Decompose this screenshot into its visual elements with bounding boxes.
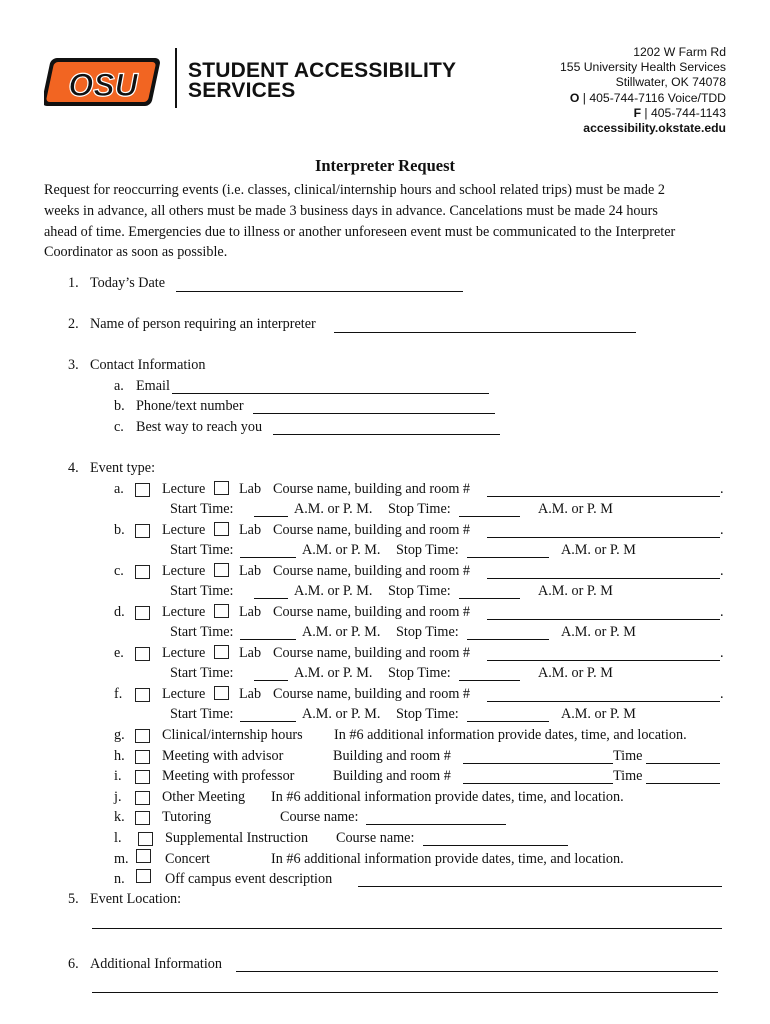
intro-line: weeks in advance, all others must be made 3 business days in advance. Cancelations must be made 24 hours bbox=[44, 202, 658, 219]
q6-label: Additional Information bbox=[90, 956, 222, 972]
time-label: Time bbox=[613, 768, 643, 784]
stop-time-label: Stop Time: bbox=[388, 501, 451, 517]
si-label: Supplemental Instruction bbox=[165, 830, 309, 846]
course-label: Course name, building and room # bbox=[273, 522, 471, 538]
additional-info-field-line2[interactable] bbox=[92, 992, 718, 993]
event-letter: f. bbox=[114, 686, 123, 702]
start-time-field[interactable] bbox=[254, 598, 288, 599]
event-letter: m. bbox=[114, 851, 129, 867]
clinical-note: In #6 additional information provide dates, time, and location. bbox=[334, 727, 687, 743]
ampm-label: A.M. or P. M bbox=[538, 501, 613, 517]
lecture-checkbox[interactable] bbox=[135, 483, 150, 497]
lecture-checkbox[interactable] bbox=[135, 647, 150, 661]
q3c-label: Best way to reach you bbox=[136, 419, 263, 435]
fax-number: 405-744-1143 bbox=[651, 105, 726, 120]
fax-line: F | 405-744-1143 bbox=[633, 105, 726, 120]
address-line: 1202 W Farm Rd bbox=[633, 45, 726, 59]
address-line: Stillwater, OK 74078 bbox=[615, 75, 726, 90]
contact-preference-field[interactable] bbox=[273, 434, 500, 435]
course-field[interactable] bbox=[487, 660, 720, 661]
lab-checkbox[interactable] bbox=[214, 481, 229, 495]
stop-time-label: Stop Time: bbox=[396, 624, 459, 640]
event-letter: a. bbox=[114, 481, 124, 497]
email-field[interactable] bbox=[172, 393, 489, 394]
lab-label: Lab bbox=[239, 563, 262, 579]
stop-time-label: Stop Time: bbox=[396, 542, 459, 558]
event-letter: n. bbox=[114, 871, 125, 887]
stop-time-field[interactable] bbox=[467, 721, 549, 722]
off-campus-description-field[interactable] bbox=[358, 886, 722, 887]
concert-checkbox[interactable] bbox=[136, 849, 151, 863]
advisor-label: Meeting with advisor bbox=[162, 748, 284, 764]
q6-number: 6. bbox=[68, 956, 79, 972]
fax-prefix: F bbox=[633, 105, 642, 120]
lab-label: Lab bbox=[239, 522, 262, 538]
event-letter: k. bbox=[114, 809, 125, 825]
event-letter: d. bbox=[114, 604, 125, 620]
advisor-building-field[interactable] bbox=[463, 763, 613, 764]
other-meeting-checkbox[interactable] bbox=[135, 791, 150, 805]
address-line: 155 University Health Services bbox=[560, 60, 726, 75]
period: . bbox=[720, 686, 724, 702]
lab-checkbox[interactable] bbox=[214, 604, 229, 618]
ampm-label: A.M. or P. M bbox=[538, 583, 613, 599]
period: . bbox=[720, 645, 724, 661]
start-time-label: Start Time: bbox=[170, 501, 234, 517]
start-time-label: Start Time: bbox=[170, 706, 234, 722]
course-name-label: Course name: bbox=[280, 809, 359, 825]
lecture-checkbox[interactable] bbox=[135, 565, 150, 579]
off-campus-label: Off campus event description bbox=[165, 871, 333, 887]
event-letter: g. bbox=[114, 727, 125, 743]
ampm-label: A.M. or P. M bbox=[538, 665, 613, 681]
start-time-label: Start Time: bbox=[170, 624, 234, 640]
lecture-label: Lecture bbox=[162, 686, 206, 702]
professor-building-field[interactable] bbox=[463, 783, 613, 784]
lab-label: Lab bbox=[239, 604, 262, 620]
ampm-label: A.M. or P. M. bbox=[294, 665, 373, 681]
q4-label: Event type: bbox=[90, 460, 156, 476]
stop-time-field[interactable] bbox=[459, 516, 520, 517]
start-time-label: Start Time: bbox=[170, 583, 234, 599]
lab-checkbox[interactable] bbox=[214, 563, 229, 577]
building-label: Building and room # bbox=[333, 748, 451, 764]
q3a-label: Email bbox=[136, 378, 170, 394]
q3b-label: Phone/text number bbox=[136, 398, 244, 414]
start-time-field[interactable] bbox=[254, 516, 288, 517]
lecture-label: Lecture bbox=[162, 645, 206, 661]
course-field[interactable] bbox=[487, 619, 720, 620]
person-name-field[interactable] bbox=[334, 332, 636, 333]
todays-date-field[interactable] bbox=[176, 291, 463, 292]
additional-info-field[interactable] bbox=[236, 971, 718, 972]
lab-checkbox[interactable] bbox=[214, 522, 229, 536]
q4-number: 4. bbox=[68, 460, 79, 476]
lecture-checkbox[interactable] bbox=[135, 606, 150, 620]
course-label: Course name, building and room # bbox=[273, 604, 471, 620]
tutoring-checkbox[interactable] bbox=[135, 811, 150, 825]
clinical-checkbox[interactable] bbox=[135, 729, 150, 743]
advisor-checkbox[interactable] bbox=[135, 750, 150, 764]
event-letter: h. bbox=[114, 748, 125, 764]
header-divider bbox=[175, 48, 177, 108]
event-letter: j. bbox=[114, 789, 122, 805]
q5-number: 5. bbox=[68, 891, 79, 907]
stop-time-field[interactable] bbox=[459, 680, 520, 681]
course-field[interactable] bbox=[487, 537, 720, 538]
period: . bbox=[720, 522, 724, 538]
q3-number: 3. bbox=[68, 357, 79, 373]
start-time-field[interactable] bbox=[240, 721, 296, 722]
start-time-field[interactable] bbox=[254, 680, 288, 681]
q3a-letter: a. bbox=[114, 378, 124, 394]
lecture-label: Lecture bbox=[162, 563, 206, 579]
ampm-label: A.M. or P. M. bbox=[294, 583, 373, 599]
event-location-field[interactable] bbox=[92, 928, 722, 929]
course-name-label: Course name: bbox=[336, 830, 415, 846]
osu-logo bbox=[44, 54, 162, 112]
event-letter: b. bbox=[114, 522, 125, 538]
q1-label: Today’s Date bbox=[90, 275, 166, 291]
start-time-field[interactable] bbox=[240, 557, 296, 558]
event-letter: i. bbox=[114, 768, 122, 784]
period: . bbox=[720, 604, 724, 620]
course-field[interactable] bbox=[487, 578, 720, 579]
lecture-label: Lecture bbox=[162, 604, 206, 620]
page-title: Interpreter Request bbox=[314, 156, 456, 175]
intro-line: Coordinator as soon as possible. bbox=[44, 244, 228, 261]
event-letter: c. bbox=[114, 563, 124, 579]
logo-lettering: OSU bbox=[68, 67, 138, 103]
intro-paragraph bbox=[44, 180, 675, 263]
course-label: Course name, building and room # bbox=[273, 686, 471, 702]
building-label: Building and room # bbox=[333, 768, 451, 784]
other-meeting-note: In #6 additional information provide dates, time, and location. bbox=[271, 789, 624, 805]
lab-label: Lab bbox=[239, 686, 262, 702]
start-time-field[interactable] bbox=[240, 639, 296, 640]
ampm-label: A.M. or P. M. bbox=[294, 501, 373, 517]
lecture-checkbox[interactable] bbox=[135, 524, 150, 538]
stop-time-field[interactable] bbox=[459, 598, 520, 599]
q3-label: Contact Information bbox=[90, 357, 206, 373]
q3c-letter: c. bbox=[114, 419, 124, 435]
stop-time-label: Stop Time: bbox=[388, 583, 451, 599]
course-field[interactable] bbox=[487, 496, 720, 497]
q3b-letter: b. bbox=[114, 398, 125, 414]
event-letter: l. bbox=[114, 830, 122, 846]
ampm-label: A.M. or P. M bbox=[561, 624, 636, 640]
phone-number: 405-744-7116 Voice/TDD bbox=[589, 90, 726, 105]
si-course-field[interactable] bbox=[423, 845, 568, 846]
ampm-label: A.M. or P. M. bbox=[302, 706, 381, 722]
tutoring-course-field[interactable] bbox=[366, 824, 506, 825]
course-field[interactable] bbox=[487, 701, 720, 702]
dept-name-line1: STUDENT ACCESSIBILITY bbox=[188, 59, 457, 82]
course-label: Course name, building and room # bbox=[273, 645, 471, 661]
professor-time-field[interactable] bbox=[646, 783, 720, 784]
q2-number: 2. bbox=[68, 316, 79, 332]
q5-label: Event Location: bbox=[90, 891, 182, 907]
ampm-label: A.M. or P. M. bbox=[302, 542, 381, 558]
course-label: Course name, building and room # bbox=[273, 481, 471, 497]
lab-checkbox[interactable] bbox=[214, 686, 229, 700]
phone-prefix: O bbox=[569, 90, 580, 105]
lecture-label: Lecture bbox=[162, 481, 206, 497]
course-label: Course name, building and room # bbox=[273, 563, 471, 579]
clinical-label: Clinical/internship hours bbox=[162, 727, 303, 743]
period: . bbox=[720, 563, 724, 579]
advisor-time-field[interactable] bbox=[646, 763, 720, 764]
lecture-checkbox[interactable] bbox=[135, 688, 150, 702]
ampm-label: A.M. or P. M bbox=[561, 542, 636, 558]
time-label: Time bbox=[613, 748, 643, 764]
lab-label: Lab bbox=[239, 645, 262, 661]
intro-line: Request for reoccurring events (i.e. classes, clinical/internship hours and school related trips) must be made 2 bbox=[44, 182, 665, 198]
professor-checkbox[interactable] bbox=[135, 770, 150, 784]
si-checkbox[interactable] bbox=[138, 832, 153, 846]
off-campus-checkbox[interactable] bbox=[136, 869, 151, 883]
contact-block bbox=[476, 45, 726, 136]
professor-label: Meeting with professor bbox=[162, 768, 295, 784]
website-link[interactable]: accessibility.okstate.edu bbox=[583, 121, 726, 136]
concert-note: In #6 additional information provide dates, time, and location. bbox=[271, 851, 624, 867]
tutoring-label: Tutoring bbox=[162, 809, 212, 825]
start-time-label: Start Time: bbox=[170, 665, 234, 681]
lecture-label: Lecture bbox=[162, 522, 206, 538]
stop-time-field[interactable] bbox=[467, 557, 549, 558]
stop-time-label: Stop Time: bbox=[396, 706, 459, 722]
start-time-label: Start Time: bbox=[170, 542, 234, 558]
ampm-label: A.M. or P. M bbox=[561, 706, 636, 722]
ampm-label: A.M. or P. M. bbox=[302, 624, 381, 640]
lab-checkbox[interactable] bbox=[214, 645, 229, 659]
phone-line: O | 405-744-7116 Voice/TDD bbox=[569, 90, 726, 105]
stop-time-field[interactable] bbox=[467, 639, 549, 640]
concert-label: Concert bbox=[165, 851, 210, 867]
event-letter: e. bbox=[114, 645, 124, 661]
stop-time-label: Stop Time: bbox=[388, 665, 451, 681]
dept-name-line2: SERVICES bbox=[188, 79, 296, 102]
other-meeting-label: Other Meeting bbox=[162, 789, 246, 805]
q1-number: 1. bbox=[68, 275, 79, 291]
intro-line: ahead of time. Emergencies due to illness or another unforeseen event must be communicated to the Interpreter bbox=[44, 223, 676, 240]
lab-label: Lab bbox=[239, 481, 262, 497]
q2-label: Name of person requiring an interpreter bbox=[90, 316, 316, 332]
period: . bbox=[720, 481, 724, 497]
phone-field[interactable] bbox=[253, 413, 495, 414]
